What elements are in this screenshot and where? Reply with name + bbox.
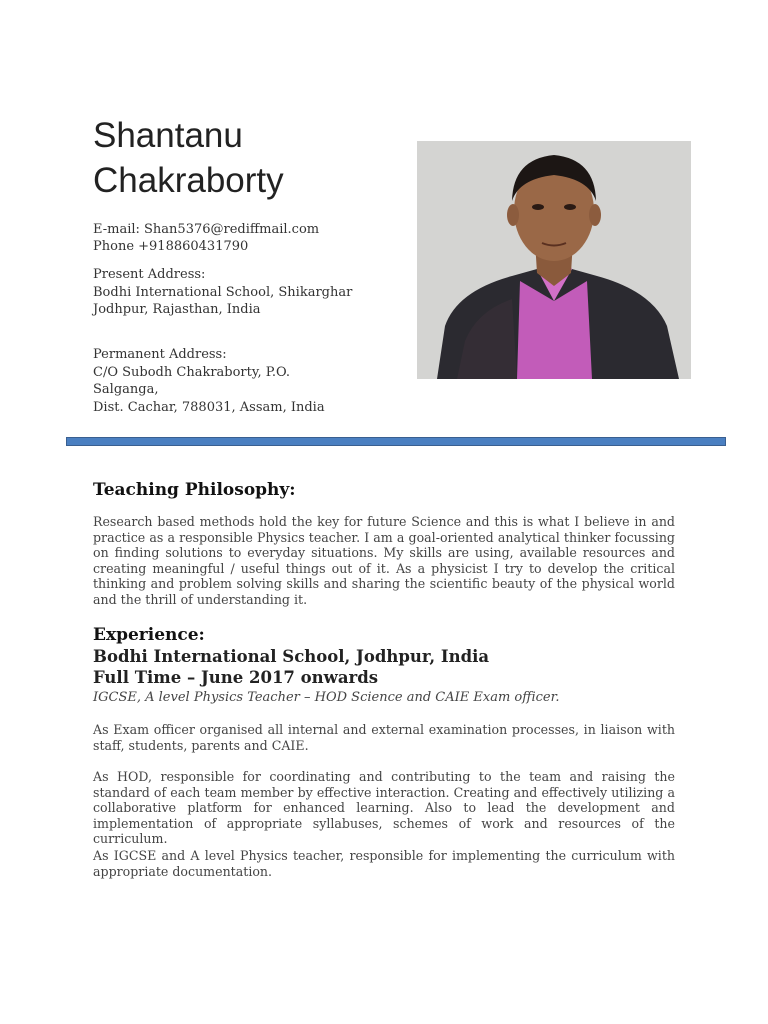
teaching-philosophy-heading: Teaching Philosophy: [93, 480, 296, 500]
candidate-name [93, 113, 284, 203]
employer-name: Bodhi International School, Jodhpur, India [93, 647, 490, 666]
contact-block [93, 221, 403, 255]
present-address-label: Present Address: [93, 267, 206, 282]
profile-photo-illustration [417, 141, 691, 379]
permanent-address-line: Salganga, [93, 382, 159, 397]
email-line: E-mail: Shan5376@rediffmail.com [93, 222, 320, 237]
present-address-line: Jodhpur, Rajasthan, India [93, 302, 261, 317]
experience-paragraph: As HOD, responsible for coordinating and contributing to the team and raising the standard of each team member by effective interaction. Creating and effectively utilizing a collaborative platform for enhanced learning. Also to lead the development and implementation of appropriate syllabuses, schemes of work and resources of the curriculum. [93, 769, 675, 847]
present-address [93, 266, 403, 319]
experience-paragraph: As Exam officer organised all internal and external examination processes, in liaison with staff, students, parents and CAIE. [93, 722, 675, 753]
teaching-philosophy-text: Research based methods hold the key for future Science and this is what I believe in and practice as a responsible Physics teacher. I am a goal-oriented analytical thinker focussing on finding solutions to everyday situations. My skills are using, available resources and creating meaningful / useful things out of it. As a physicist I try to develop the critical thinking and problem solving skills and sharing the scientific beauty of the physical world and the thrill of understanding it. [93, 514, 675, 607]
last-name: Chakraborty [93, 161, 284, 200]
first-name: Shantanu [93, 116, 243, 155]
employment-period: Full Time – June 2017 onwards [93, 668, 379, 687]
permanent-address-line: Dist. Cachar, 788031, Assam, India [93, 399, 325, 415]
profile-photo [417, 141, 691, 379]
permanent-address-line: C/O Subodh Chakraborty, P.O. [93, 364, 291, 380]
phone-line: Phone +918860431790 [93, 239, 249, 254]
job-role: IGCSE, A level Physics Teacher – HOD Science and CAIE Exam officer. [93, 690, 560, 705]
section-divider [66, 437, 726, 446]
permanent-address-label: Permanent Address: [93, 347, 227, 362]
permanent-address [93, 346, 403, 416]
experience-paragraph: As IGCSE and A level Physics teacher, responsible for implementing the curriculum with appropriate documentation. [93, 848, 675, 879]
experience-heading: Experience: [93, 625, 205, 645]
present-address-line: Bodhi International School, Shikarghar [93, 284, 353, 300]
